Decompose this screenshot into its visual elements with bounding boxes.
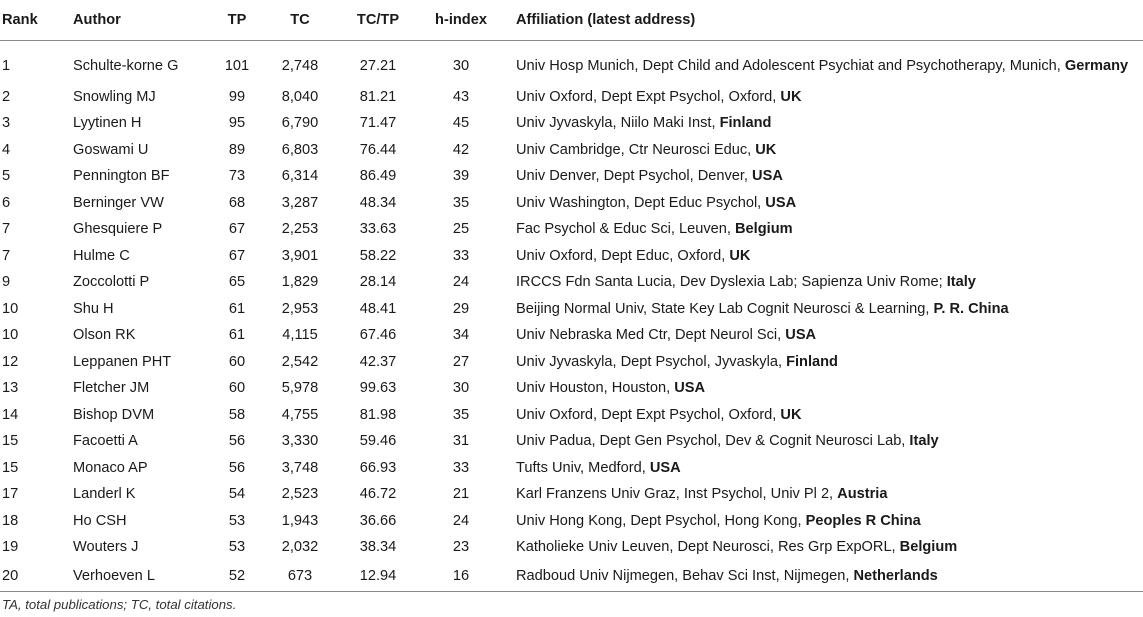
cell-tc: 2,542 xyxy=(281,353,319,370)
cell-author: Fletcher JM xyxy=(73,380,150,397)
table-row xyxy=(0,375,1143,402)
cell-affiliation xyxy=(500,322,1143,349)
affiliation-text: Univ Oxford, Dept Educ, Oxford, xyxy=(516,247,730,264)
cell-tc-tp: 38.34 xyxy=(359,539,397,556)
cell-author: Zoccolotti P xyxy=(73,274,150,291)
cell-affiliation xyxy=(500,534,1143,561)
table-row xyxy=(0,322,1143,349)
cell-tc: 6,803 xyxy=(281,141,319,158)
affiliation-country: P. R. China xyxy=(933,300,1009,317)
cell-tc-tp: 42.37 xyxy=(359,353,397,370)
cell-author: Verhoeven L xyxy=(73,561,208,592)
cell-tc-tp: 71.47 xyxy=(359,115,397,132)
cell-tc-tp: 59.46 xyxy=(359,433,397,450)
cell-tc-tp: 58.22 xyxy=(359,247,397,264)
affiliation-country: USA xyxy=(674,380,705,397)
affiliation-country: Belgium xyxy=(735,221,793,238)
cell-tc-tp: 67.46 xyxy=(359,327,397,344)
affiliation-country: Italy xyxy=(909,433,939,450)
table-row xyxy=(0,455,1143,482)
cell-h-index: 33 xyxy=(452,247,470,264)
cell-affiliation xyxy=(500,190,1143,217)
affiliation-country: Finland xyxy=(786,353,838,370)
cell-rank: 5 xyxy=(2,168,11,185)
table-row xyxy=(0,243,1143,270)
cell-tc: 5,978 xyxy=(281,380,319,397)
affiliation-text: Univ Nebraska Med Ctr, Dept Neurol Sci, xyxy=(516,327,786,344)
cell-tc: 8,040 xyxy=(281,88,319,105)
cell-tc: 1,829 xyxy=(281,274,319,291)
table-row xyxy=(0,349,1143,376)
header-author: Author xyxy=(73,0,208,41)
cell-tc: 3,287 xyxy=(281,194,319,211)
affiliation-country: UK xyxy=(755,141,777,158)
affiliation-country: Germany xyxy=(1064,58,1129,75)
cell-author: Goswami U xyxy=(73,141,149,158)
affiliation-country: UK xyxy=(780,88,802,105)
cell-h-index: 34 xyxy=(452,327,470,344)
cell-tp: 61 xyxy=(228,327,246,344)
cell-tc: 1,943 xyxy=(281,512,319,529)
affiliation-text: Univ Hosp Munich, Dept Child and Adolescent Psychiat and Psychotherapy, Munich, xyxy=(516,58,1065,75)
cell-tc-tp: 76.44 xyxy=(359,141,397,158)
cell-affiliation xyxy=(500,349,1143,376)
table-row xyxy=(0,137,1143,164)
cell-affiliation xyxy=(500,243,1143,270)
cell-tc: 2,748 xyxy=(281,58,319,75)
table-row xyxy=(0,41,1143,84)
cell-tp: 101 xyxy=(224,58,250,75)
affiliation-text: Beijing Normal Univ, State Key Lab Cognit Neurosci & Learning, xyxy=(516,300,934,317)
cell-affiliation xyxy=(500,269,1143,296)
cell-tc: 3,748 xyxy=(281,459,319,476)
affiliation-country: USA xyxy=(785,327,817,344)
cell-tp: 89 xyxy=(228,141,246,158)
cell-h-index: 31 xyxy=(452,433,470,450)
cell-rank: 18 xyxy=(2,512,19,529)
cell-affiliation xyxy=(500,216,1143,243)
cell-affiliation xyxy=(500,137,1143,164)
affiliation-text: Univ Denver, Dept Psychol, Denver, xyxy=(516,168,753,185)
affiliation-country: USA xyxy=(765,194,797,211)
cell-author: Monaco AP xyxy=(73,459,148,476)
header-tp: TP xyxy=(208,0,266,41)
table-row xyxy=(0,534,1143,561)
cell-rank: 7 xyxy=(2,221,11,238)
cell-tp: 73 xyxy=(228,168,246,185)
table-row xyxy=(0,84,1143,111)
cell-tc-tp: 81.98 xyxy=(359,406,397,423)
affiliation-text: Tufts Univ, Medford, xyxy=(516,459,650,476)
affiliation-country: Finland xyxy=(719,115,772,132)
table-row xyxy=(0,402,1143,429)
header-tc: TC xyxy=(266,0,334,41)
affiliation-text: Univ Washington, Dept Educ Psychol, xyxy=(516,194,766,211)
cell-author: Pennington BF xyxy=(73,168,170,185)
cell-author: Schulte-korne G xyxy=(73,58,179,75)
cell-tc: 2,253 xyxy=(281,221,319,238)
table-row xyxy=(0,481,1143,508)
cell-h-index: 30 xyxy=(452,380,470,397)
table-row xyxy=(0,163,1143,190)
affiliation-text: Univ Oxford, Dept Expt Psychol, Oxford, xyxy=(516,406,781,423)
table-row xyxy=(0,428,1143,455)
cell-h-index: 16 xyxy=(422,561,500,592)
table-row xyxy=(0,508,1143,535)
cell-author: Olson RK xyxy=(73,327,136,344)
cell-tp: 60 xyxy=(228,380,246,397)
cell-author: Berninger VW xyxy=(73,194,164,211)
cell-affiliation xyxy=(500,481,1143,508)
cell-tp: 67 xyxy=(228,221,246,238)
cell-affiliation xyxy=(500,508,1143,535)
cell-affiliation xyxy=(500,561,1143,592)
cell-affiliation xyxy=(500,296,1143,323)
cell-rank: 14 xyxy=(2,406,19,423)
cell-rank: 10 xyxy=(2,327,19,344)
affiliation-country: USA xyxy=(649,459,681,476)
cell-tp: 56 xyxy=(228,433,246,450)
cell-h-index: 24 xyxy=(452,512,470,529)
cell-tc-tp: 99.63 xyxy=(359,380,397,397)
cell-affiliation xyxy=(500,428,1143,455)
cell-author: Snowling MJ xyxy=(73,88,156,105)
table-body xyxy=(0,41,1143,592)
cell-affiliation xyxy=(500,163,1143,190)
affiliation-text: Univ Hong Kong, Dept Psychol, Hong Kong, xyxy=(516,512,806,529)
cell-h-index: 45 xyxy=(452,115,470,132)
cell-affiliation xyxy=(500,110,1143,137)
cell-tp: 65 xyxy=(228,274,246,291)
cell-h-index: 35 xyxy=(452,406,470,423)
header-h-index: h-index xyxy=(422,0,500,41)
affiliation-text: Univ Padua, Dept Gen Psychol, Dev & Cognit Neurosci Lab, xyxy=(516,433,910,450)
cell-tc: 3,901 xyxy=(281,247,319,264)
affiliation-text: Karl Franzens Univ Graz, Inst Psychol, Univ Pl 2, xyxy=(516,486,838,503)
cell-h-index: 29 xyxy=(452,300,470,317)
affiliation-country: USA xyxy=(752,168,783,185)
cell-tc: 3,330 xyxy=(281,433,319,450)
cell-h-index: 42 xyxy=(452,141,470,158)
table-row xyxy=(0,561,1143,592)
affiliation-text: Univ Oxford, Dept Expt Psychol, Oxford, xyxy=(516,88,781,105)
cell-h-index: 23 xyxy=(452,539,470,556)
cell-author: Ho CSH xyxy=(73,512,127,529)
cell-tc: 2,523 xyxy=(281,486,319,503)
cell-tc: 6,790 xyxy=(281,115,319,132)
cell-tp: 58 xyxy=(228,406,246,423)
cell-h-index: 35 xyxy=(452,194,470,211)
cell-tc-tp: 48.34 xyxy=(359,194,397,211)
cell-h-index: 39 xyxy=(452,168,470,185)
cell-tc-tp: 86.49 xyxy=(359,168,397,185)
cell-affiliation xyxy=(500,455,1143,482)
cell-affiliation xyxy=(500,84,1143,111)
table-row xyxy=(0,296,1143,323)
cell-tp: 99 xyxy=(228,88,246,105)
affiliation-country: Peoples R China xyxy=(805,512,921,529)
header-affiliation: Affiliation (latest address) xyxy=(500,0,1143,41)
cell-rank: 17 xyxy=(2,486,19,503)
affiliation-text: Fac Psychol & Educ Sci, Leuven, xyxy=(516,221,736,238)
cell-tc-tp: 27.21 xyxy=(359,58,397,75)
affiliation-text: Univ Cambridge, Ctr Neurosci Educ, xyxy=(516,141,756,158)
cell-tc: 2,953 xyxy=(281,300,319,317)
cell-h-index: 27 xyxy=(452,353,470,370)
header-rank: Rank xyxy=(0,0,73,41)
table-row xyxy=(0,269,1143,296)
cell-tp: 60 xyxy=(228,353,246,370)
affiliation-text: Katholieke Univ Leuven, Dept Neurosci, Res Grp ExpORL, xyxy=(516,539,900,556)
cell-rank: 9 xyxy=(2,274,11,291)
header-row xyxy=(0,0,1143,41)
affiliation-text: Univ Jyvaskyla, Dept Psychol, Jyvaskyla, xyxy=(516,353,787,370)
table-header xyxy=(0,0,1143,41)
cell-author: Shu H xyxy=(73,300,114,317)
cell-tc-tp: 46.72 xyxy=(359,486,397,503)
cell-tc-tp: 81.21 xyxy=(359,88,397,105)
cell-tp: 54 xyxy=(228,486,246,503)
cell-rank: 6 xyxy=(2,194,11,211)
cell-tp: 53 xyxy=(228,539,246,556)
cell-author: Wouters J xyxy=(73,539,139,556)
cell-tc-tp: 48.41 xyxy=(359,300,397,317)
cell-rank: 15 xyxy=(2,459,19,476)
affiliation-text: Radboud Univ Nijmegen, Behav Sci Inst, Nijmegen, xyxy=(516,567,854,584)
cell-author: Ghesquiere P xyxy=(73,221,163,238)
cell-rank: 7 xyxy=(2,247,11,264)
cell-tc-tp: 28.14 xyxy=(359,274,397,291)
cell-author: Landerl K xyxy=(73,486,136,503)
affiliation-country: Austria xyxy=(837,486,888,503)
cell-rank: 2 xyxy=(2,88,11,105)
cell-tc: 4,115 xyxy=(282,327,318,344)
cell-h-index: 21 xyxy=(452,486,470,503)
cell-h-index: 33 xyxy=(452,459,470,476)
cell-rank: 1 xyxy=(2,58,11,75)
affiliation-country: Belgium xyxy=(899,539,958,556)
cell-tc-tp: 36.66 xyxy=(359,512,397,529)
affiliation-country: Netherlands xyxy=(853,567,938,584)
cell-affiliation xyxy=(500,402,1143,429)
cell-rank: 15 xyxy=(2,433,19,450)
table-row xyxy=(0,110,1143,137)
cell-author: Leppanen PHT xyxy=(73,353,172,370)
cell-tp: 52 xyxy=(208,561,266,592)
cell-affiliation xyxy=(500,375,1143,402)
table-row xyxy=(0,216,1143,243)
table-footnote: TA, total publications; TC, total citations. xyxy=(2,597,237,612)
cell-author: Facoetti A xyxy=(73,433,138,450)
cell-tp: 95 xyxy=(228,115,246,132)
cell-tp: 61 xyxy=(228,300,246,317)
cell-author: Hulme C xyxy=(73,247,130,264)
cell-rank: 12 xyxy=(2,353,19,370)
cell-h-index: 43 xyxy=(452,88,470,105)
cell-affiliation xyxy=(500,41,1143,84)
cell-tc: 673 xyxy=(266,561,334,592)
cell-tc-tp: 12.94 xyxy=(334,561,422,592)
cell-tp: 67 xyxy=(228,247,246,264)
affiliation-country: Italy xyxy=(946,274,976,291)
table-row xyxy=(0,190,1143,217)
cell-tp: 53 xyxy=(228,512,246,529)
cell-tc-tp: 33.63 xyxy=(359,221,397,238)
affiliation-country: UK xyxy=(780,406,802,423)
cell-h-index: 25 xyxy=(452,221,470,238)
cell-h-index: 30 xyxy=(452,58,470,75)
cell-tc: 2,032 xyxy=(281,539,319,556)
cell-rank: 13 xyxy=(2,380,19,397)
cell-tc-tp: 66.93 xyxy=(359,459,397,476)
cell-rank: 20 xyxy=(0,561,73,592)
cell-tp: 56 xyxy=(228,459,246,476)
affiliation-text: Univ Houston, Houston, xyxy=(516,380,675,397)
affiliation-text: Univ Jyvaskyla, Niilo Maki Inst, xyxy=(516,115,720,132)
cell-tc: 4,755 xyxy=(281,406,319,423)
header-tc-tp: TC/TP xyxy=(334,0,422,41)
cell-rank: 19 xyxy=(2,539,19,556)
cell-rank: 3 xyxy=(2,115,11,132)
affiliation-country: UK xyxy=(729,247,751,264)
cell-rank: 4 xyxy=(2,141,11,158)
cell-author: Lyytinen H xyxy=(73,115,142,132)
affiliation-text: IRCCS Fdn Santa Lucia, Dev Dyslexia Lab; Sapienza Univ Rome; xyxy=(516,274,947,291)
cell-rank: 10 xyxy=(2,300,19,317)
cell-h-index: 24 xyxy=(452,274,470,291)
cell-tc: 6,314 xyxy=(281,168,319,185)
cell-author: Bishop DVM xyxy=(73,406,155,423)
cell-tp: 68 xyxy=(228,194,246,211)
